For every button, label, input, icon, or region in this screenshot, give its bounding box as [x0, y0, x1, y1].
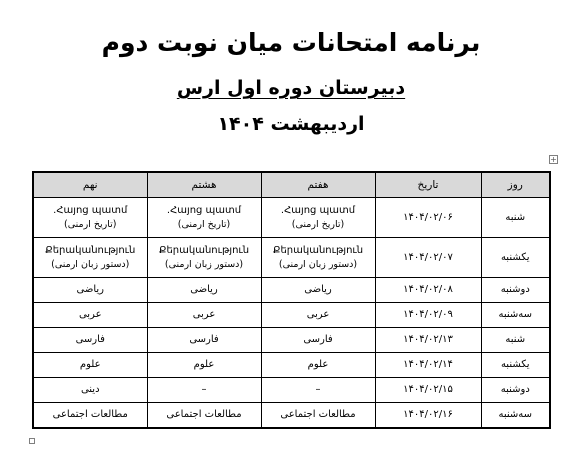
page-title: برنامه امتحانات میان نوبت دوم — [101, 28, 481, 57]
date-cell: ۱۴۰۴/۰۲/۱۴ — [375, 353, 481, 378]
subject-persian: (تاریخ ارمنی) — [177, 218, 231, 230]
subject-persian: (دستور زبان ارمنی) — [51, 258, 130, 270]
subject-cell: علوم — [33, 353, 147, 378]
resize-handle-icon[interactable] — [29, 438, 35, 444]
subject-cell: مطالعات اجتماعی — [147, 403, 261, 429]
table-row — [33, 198, 550, 238]
table-row — [33, 328, 550, 353]
subject-cell: فارسی — [261, 328, 375, 353]
subject-cell: دینی — [33, 378, 147, 403]
subject-persian: (تاریخ ارمنی) — [291, 218, 345, 230]
subject-cell: علوم — [147, 353, 261, 378]
school-name-text: دبیرستان دوره اول ارس — [176, 77, 406, 99]
subject-cell — [33, 198, 147, 238]
date-cell: ۱۴۰۴/۰۲/۱۵ — [375, 378, 481, 403]
subject-cell — [261, 238, 375, 278]
day-cell: سه‌شنبه — [481, 403, 550, 429]
subject-cell: فارسی — [147, 328, 261, 353]
column-header-grade-7: هفتم — [261, 172, 375, 198]
subject-cell: ریاضی — [261, 278, 375, 303]
day-cell: سه‌شنبه — [481, 303, 550, 328]
date-cell: ۱۴۰۴/۰۲/۱۶ — [375, 403, 481, 429]
subject-cell — [147, 198, 261, 238]
day-cell: شنبه — [481, 328, 550, 353]
move-handle-icon[interactable]: + — [550, 155, 557, 164]
subject-cell: عربی — [33, 303, 147, 328]
day-cell: دوشنبه — [481, 378, 550, 403]
exam-month: اردیبهشت ۱۴۰۴ — [217, 113, 365, 135]
day-cell: دوشنبه — [481, 278, 550, 303]
exam-schedule-table — [32, 171, 551, 429]
subject-cell: عربی — [147, 303, 261, 328]
column-header-day: روز — [481, 172, 550, 198]
date-cell: ۱۴۰۴/۰۲/۰۷ — [375, 238, 481, 278]
column-header-grade-9: نهم — [33, 172, 147, 198]
subject-persian: (تاریخ ارمنی) — [64, 218, 117, 230]
table-row — [33, 378, 550, 403]
date-cell: ۱۴۰۴/۰۲/۰۶ — [375, 198, 481, 238]
subject-cell: ریاضی — [33, 278, 147, 303]
subject-armenian: Քերականություն — [272, 244, 364, 256]
subject-cell: – — [147, 378, 261, 403]
subject-cell: فارسی — [33, 328, 147, 353]
subject-cell — [147, 238, 261, 278]
date-cell: ۱۴۰۴/۰۲/۰۹ — [375, 303, 481, 328]
table-header-row — [33, 172, 550, 198]
table-row — [33, 353, 550, 378]
date-cell: ۱۴۰۴/۰۲/۱۳ — [375, 328, 481, 353]
table-row — [33, 303, 550, 328]
day-cell: یکشنبه — [481, 238, 550, 278]
subject-cell: مطالعات اجتماعی — [33, 403, 147, 429]
column-header-date: تاریخ — [375, 172, 481, 198]
subject-cell: مطالعات اجتماعی — [261, 403, 375, 429]
table-row — [33, 238, 550, 278]
subject-armenian: Քերականություն — [45, 244, 136, 256]
subject-cell: علوم — [261, 353, 375, 378]
subject-persian: (دستور زبان ارمنی) — [278, 258, 358, 270]
school-name — [0, 74, 582, 102]
subject-armenian: Հայոց պատմ. — [166, 204, 242, 216]
subject-cell — [33, 238, 147, 278]
subject-armenian: Հայոց պատմ. — [53, 204, 128, 216]
day-cell: یکشنبه — [481, 353, 550, 378]
column-header-grade-8: هشتم — [147, 172, 261, 198]
table-row — [33, 278, 550, 303]
subject-armenian: Հայոց պատմ. — [280, 204, 356, 216]
subject-cell: عربی — [261, 303, 375, 328]
subject-cell: – — [261, 378, 375, 403]
subject-persian: (دستور زبان ارمنی) — [164, 258, 244, 270]
subject-armenian: Քերականություն — [158, 244, 250, 256]
subject-cell — [261, 198, 375, 238]
table-row — [33, 403, 550, 429]
subject-cell: ریاضی — [147, 278, 261, 303]
date-cell: ۱۴۰۴/۰۲/۰۸ — [375, 278, 481, 303]
day-cell: شنبه — [481, 198, 550, 238]
